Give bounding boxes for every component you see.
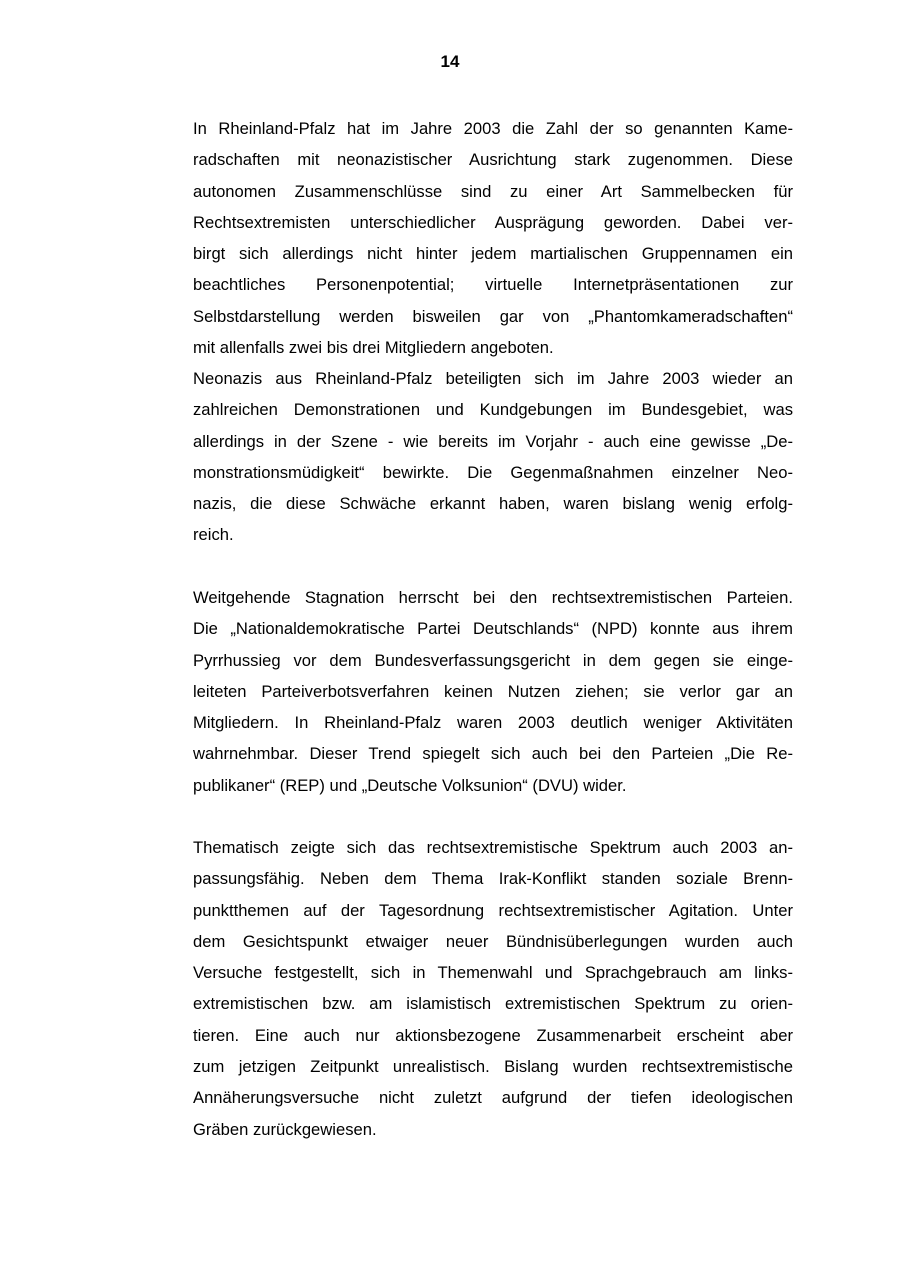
page-number: 14 (440, 52, 460, 71)
text-line: nazis, die diese Schwäche erkannt haben, waren bislang wenig erfolg- (193, 494, 793, 514)
text-line: leiteten Parteiverbotsverfahren keinen Nutzen ziehen; sie verlor gar an (193, 681, 793, 701)
text-line: Mitgliedern. In Rheinland-Pfalz waren 2003 deutlich weniger Aktivitäten (193, 713, 793, 733)
text-line: beachtliches Personenpotential; virtuelle Internetpräsentationen zur (193, 275, 793, 295)
text-line: Pyrrhussieg vor dem Bundesverfassungsgericht in dem gegen sie einge- (193, 650, 793, 670)
text-line: In Rheinland-Pfalz hat im Jahre 2003 die Zahl der so genannten Kame- (193, 119, 793, 138)
text-line: birgt sich allerdings nicht hinter jedem martialischen Gruppennamen ein (193, 244, 793, 264)
text-line: autonomen Zusammenschlüsse sind zu einer Art Sammelbecken für (193, 181, 793, 201)
text-line: Weitgehende Stagnation herrscht bei den rechtsextremistischen Parteien. (193, 588, 793, 607)
text-line: passungsfähig. Neben dem Thema Irak-Konflikt standen soziale Brenn- (193, 869, 793, 889)
text-line: mit allenfalls zwei bis drei Mitgliedern angeboten. (193, 338, 554, 358)
text-line: punktthemen auf der Tagesordnung rechtsextremistischer Agitation. Unter (193, 900, 793, 920)
text-line: Neonazis aus Rheinland-Pfalz beteiligten sich im Jahre 2003 wieder an (193, 369, 793, 388)
text-line: Gräben zurückgewiesen. (193, 1119, 377, 1139)
text-line: reich. (193, 525, 234, 545)
paragraph-4 (193, 832, 793, 1145)
paragraph-3 (193, 582, 793, 801)
text-line: Rechtsextremisten unterschiedlicher Ausprägung geworden. Dabei ver- (193, 212, 793, 232)
text-line: allerdings in der Szene - wie bereits im Vorjahr - auch eine gewisse „De- (193, 431, 793, 451)
text-line: Selbstdarstellung werden bisweilen gar von „Phantomkameradschaften“ (193, 306, 793, 326)
text-line: dem Gesichtspunkt etwaiger neuer Bündnisüberlegungen wurden auch (193, 931, 793, 951)
paragraph-1 (193, 113, 793, 363)
text-line: Die „Nationaldemokratische Partei Deutschlands“ (NPD) konnte aus ihrem (193, 619, 793, 639)
text-line: radschaften mit neonazistischer Ausrichtung stark zugenommen. Diese (193, 150, 793, 170)
text-line: zahlreichen Demonstrationen und Kundgebungen im Bundesgebiet, was (193, 400, 793, 420)
text-line: monstrationsmüdigkeit“ bewirkte. Die Gegenmaßnahmen einzelner Neo- (193, 462, 793, 482)
text-line: Versuche festgestellt, sich in Themenwahl und Sprachgebrauch am links- (193, 963, 793, 983)
text-line: extremistischen bzw. am islamistisch extremistischen Spektrum zu orien- (193, 994, 793, 1014)
text-line: zum jetzigen Zeitpunkt unrealistisch. Bislang wurden rechtsextremistische (193, 1057, 793, 1077)
text-line: tieren. Eine auch nur aktionsbezogene Zusammenarbeit erscheint aber (193, 1025, 793, 1045)
text-line: wahrnehmbar. Dieser Trend spiegelt sich auch bei den Parteien „Die Re- (193, 744, 793, 764)
text-line: publikaner“ (REP) und „Deutsche Volksunion“ (DVU) wider. (193, 775, 627, 795)
paragraph-2 (193, 363, 793, 551)
text-line: Annäherungsversuche nicht zuletzt aufgrund der tiefen ideologischen (193, 1088, 793, 1108)
text-line: Thematisch zeigte sich das rechtsextremistische Spektrum auch 2003 an- (193, 838, 793, 857)
